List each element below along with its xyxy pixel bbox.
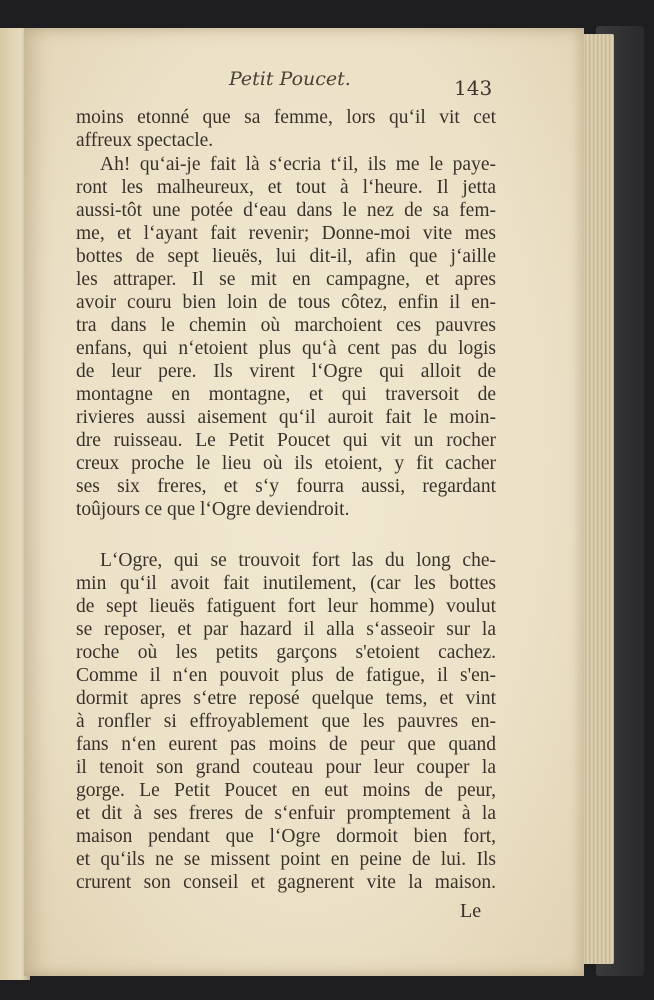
- text-line: Comme il n‘en pouvoit plus de fatigue, il s'en-: [76, 665, 496, 686]
- text-line: enfans, qui n‘etoient plus qu‘à cent pas du logis: [76, 338, 496, 359]
- text-line: fans n‘en eurent pas moins de peur que quand: [76, 734, 496, 755]
- text-line: et dit à ses freres de s‘enfuir promptement à la: [76, 803, 496, 824]
- text-line: L‘Ogre, qui se trouvoit fort las du long che-: [100, 550, 496, 571]
- text-line: moins etonné que sa femme, lors qu‘il vit cet: [76, 107, 496, 128]
- text-line: bottes de sept lieuës, lui dit-il, afin que j‘aille: [76, 246, 496, 267]
- text-line: toûjours ce que l‘Ogre deviendroit.: [76, 499, 350, 520]
- text-line: avoir couru bien loin de tous côtez, enfin il en-: [76, 292, 496, 313]
- text-line: à ronfler si effroyablement que les pauvres en-: [76, 711, 496, 732]
- text-line: de leur pere. Ils virent l‘Ogre qui alloit de: [76, 361, 496, 382]
- text-line: roche où les petits garçons s'etoient cachez.: [76, 642, 496, 663]
- text-line: il tenoit son grand couteau pour leur couper la: [76, 757, 496, 778]
- text-line: min qu‘il avoit fait inutilement, (car les bottes: [76, 573, 496, 594]
- text-line: de sept lieuës fatiguent fort leur homme) voulut: [76, 596, 496, 617]
- text-line: crurent son conseil et gagnerent vite la maison.: [76, 872, 496, 893]
- text-line: et qu‘ils ne se missent point en peine de lui. Ils: [76, 849, 496, 870]
- text-line: creux proche le lieu où ils etoient, y fit cacher: [76, 453, 496, 474]
- text-line: Ah! qu‘ai-je fait là s‘ecria t‘il, ils me le paye-: [100, 154, 496, 175]
- text-line: se reposer, et par hazard il alla s‘asseoir sur la: [76, 619, 496, 640]
- text-line: montagne en montagne, et qui traversoit de: [76, 384, 496, 405]
- text-line: les attraper. Il se mit en campagne, et apres: [76, 269, 496, 290]
- page-number: 143: [454, 76, 493, 100]
- text-line: me, et l‘ayant fait revenir; Donne-moi vite mes: [76, 223, 496, 244]
- catchword: Le: [460, 900, 482, 922]
- running-title: Petit Poucet.: [229, 68, 351, 90]
- text-line: maison pendant que l‘Ogre dormoit bien fort,: [76, 826, 496, 847]
- text-line: aussi-tôt une potée d‘eau dans le nez de sa fem-: [76, 200, 496, 221]
- text-line: dormit apres s‘etre reposé quelque tems, et vint: [76, 688, 496, 709]
- text-line: dre ruisseau. Le Petit Poucet qui vit un rocher: [76, 430, 496, 451]
- running-head: [24, 68, 584, 98]
- text-line: affreux spectacle.: [76, 130, 214, 151]
- text-line: rivieres aussi aisement qu‘il auroit fait le moin-: [76, 407, 496, 428]
- book-page: [24, 28, 584, 976]
- text-line: ront les malheureux, et tout à l‘heure. Il jetta: [76, 177, 496, 198]
- text-line: gorge. Le Petit Poucet en eut moins de peur,: [76, 780, 496, 801]
- text-line: tra dans le chemin où marchoient ces pauvres: [76, 315, 496, 336]
- text-line: ses six freres, et s‘y fourra aussi, regardant: [76, 476, 496, 497]
